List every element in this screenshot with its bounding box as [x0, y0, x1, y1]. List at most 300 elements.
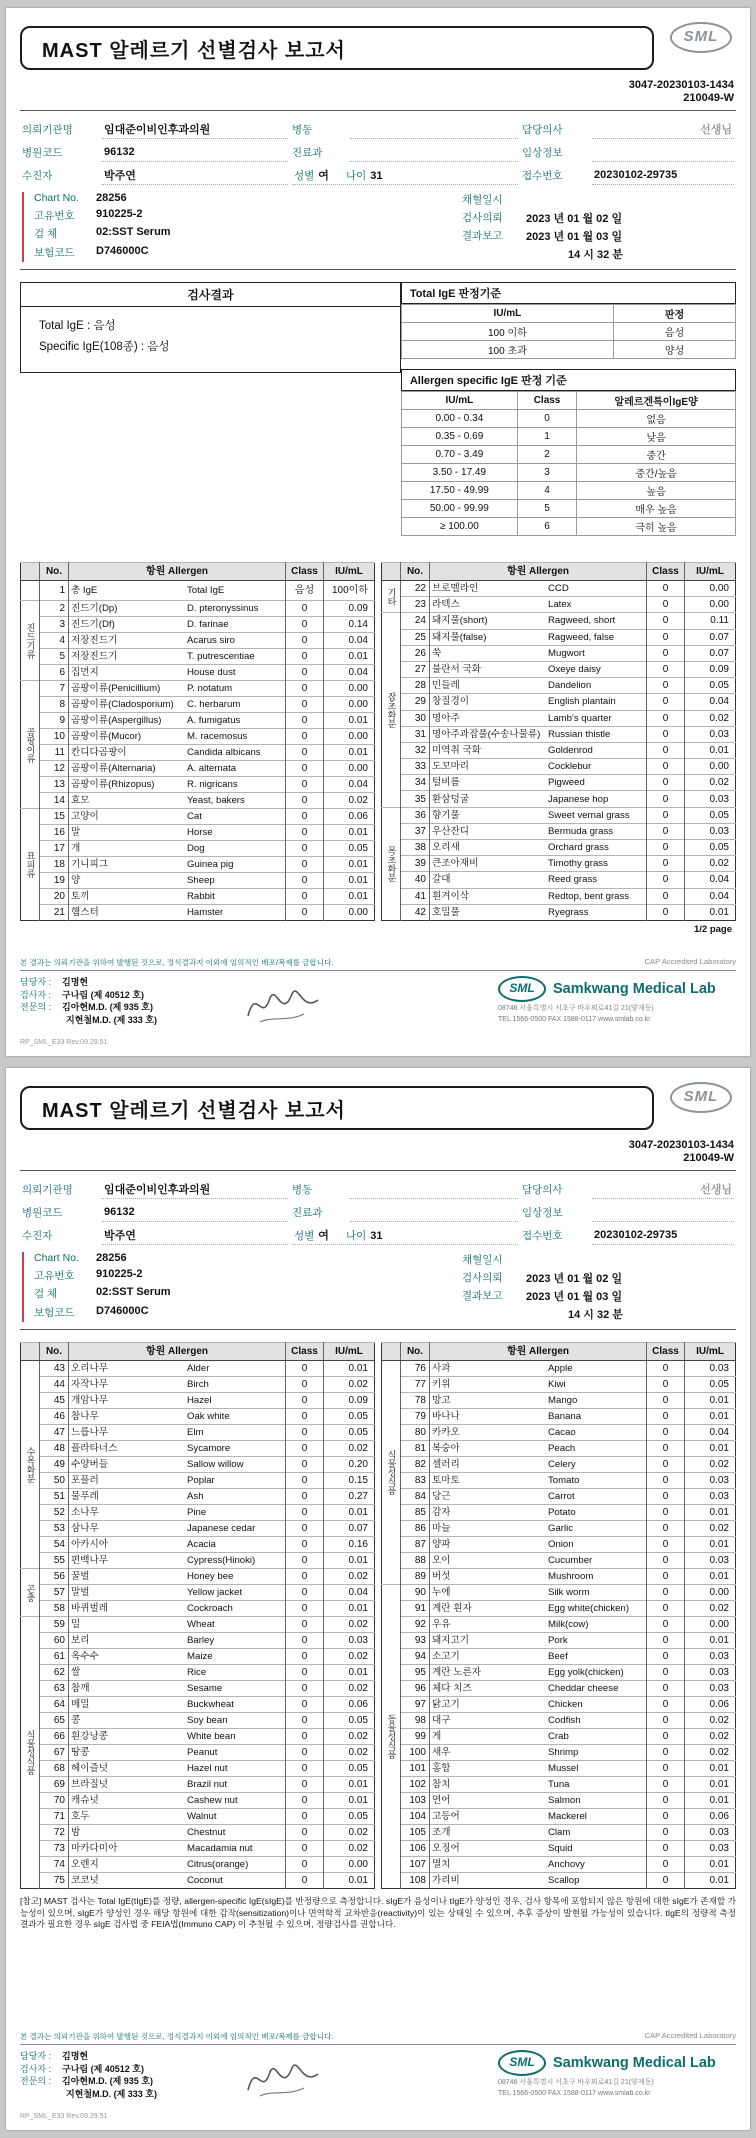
staff-name: 김명현: [62, 2051, 89, 2061]
cell-en: Beef: [546, 1649, 647, 1665]
cell-iu: 0.01: [685, 1761, 736, 1777]
allergen-row: [382, 645, 736, 661]
cell-iu: 0.06: [324, 1697, 375, 1713]
examiner-name: 구나림 (제 40512 호): [62, 989, 144, 1000]
examiner-label: 검사자 :: [20, 989, 52, 1000]
staff-name: 김명현: [62, 977, 89, 987]
cell-no: 35: [401, 791, 430, 807]
allergen-row: [382, 1409, 736, 1425]
cell-cls: 0: [286, 841, 324, 857]
cell-cls: 0: [647, 613, 685, 629]
allergen-row: [21, 1777, 375, 1793]
cell-iu: 0.00: [324, 761, 375, 777]
cell-ko: 감자: [430, 1505, 547, 1521]
cell-cls: 0: [286, 1793, 324, 1809]
cell-en: Celery: [546, 1457, 647, 1473]
cell-en: Banana: [546, 1409, 647, 1425]
hospital-code-label: 병원코드: [22, 147, 63, 159]
sml-logo-icon: SML: [670, 1082, 732, 1113]
cell-no: 29: [401, 694, 430, 710]
cell-ko: 느릅나무: [69, 1425, 186, 1441]
category-label: 동물성식품: [382, 1585, 401, 1889]
cell-en: Pine: [185, 1505, 286, 1521]
cell-en: Goldenrod: [546, 742, 647, 758]
clinic-label: 의뢰기관명: [22, 1184, 73, 1196]
allergen-row: [382, 1649, 736, 1665]
patient-name-value: 박주연: [102, 167, 288, 185]
cell-ko: 참나무: [69, 1409, 186, 1425]
cell-cls: 0: [286, 1457, 324, 1473]
cell-ko: 효모: [69, 793, 186, 809]
cell-en: A. fumigatus: [185, 713, 286, 729]
cell-en: Cacao: [546, 1425, 647, 1441]
cell-ko: 양파: [430, 1537, 547, 1553]
cell-no: 5: [40, 649, 69, 665]
cell-en: C. herbarum: [185, 697, 286, 713]
allergen-row: [382, 1873, 736, 1889]
cell-ko: 곰팡이류(Penicillium): [69, 681, 186, 697]
allergen-row: [21, 1393, 375, 1409]
signature-icon: [242, 2050, 328, 2104]
allergen-row: [382, 1585, 736, 1601]
ward-value: [350, 1183, 518, 1199]
cell-en: Milk(cow): [546, 1617, 647, 1633]
cell-ko: 곰팡이류(Aspergillus): [69, 713, 186, 729]
request-date-value: 2023 년 01 월 02 일: [526, 213, 623, 225]
cell-iu: 0.02: [685, 775, 736, 791]
age-value: 31: [370, 170, 383, 182]
cap-accreditation-text: CAP Accredited Laboratory: [644, 957, 736, 966]
chart-no-label: Chart No.: [34, 192, 79, 204]
cell-ko: 소고기: [430, 1649, 547, 1665]
category-label: 수목화분: [21, 1361, 40, 1569]
cell-cls: 0: [647, 1409, 685, 1425]
chart-info-block: [22, 192, 256, 262]
cell-cls: 0: [286, 777, 324, 793]
hospital-code-value: 96132: [102, 146, 288, 162]
column-header: IU/mL: [685, 1343, 736, 1361]
category-label: 식물성식품: [21, 1617, 40, 1889]
cell-no: 81: [401, 1441, 430, 1457]
allergen-row: [382, 742, 736, 758]
allergen-table-left: [20, 562, 375, 921]
cap-accreditation-text: CAP Accredited Laboratory: [644, 2031, 736, 2040]
cell-no: 64: [40, 1697, 69, 1713]
allergen-row: [382, 1473, 736, 1489]
cell-cls: 0: [286, 1649, 324, 1665]
lab-address-line1: 08746 서울특별시 서초구 바우뫼로41길 21(양재동): [498, 1005, 654, 1012]
cell-ko: 털비름: [430, 775, 547, 791]
cell-ko: 조개: [430, 1825, 547, 1841]
cell-iu: 0.05: [324, 1713, 375, 1729]
specimen-value: 02:SST Serum: [96, 1286, 171, 1298]
cell-cls: 0: [286, 857, 324, 873]
cell-no: 78: [401, 1393, 430, 1409]
column-header: Class: [647, 1343, 685, 1361]
reference-note: [참고] MAST 검사는 Total IgE(tIgE)를 정량, allergen-specific IgE(sIgE)를 반정량으로 측정합니다. sIgE가 음성이나 tIgE가 양성인 경우, 검사 항목에 포함되지 않은 항원에 대한 sIgE가 존재할 가능성이 있으며, sIgE가 양성인 경우 해당 항원에 대한 감작(sensitization)이나 면역학적 교차반응(reactivity)이 있는 상태일 수 있으며, 추후 증상이 발현될 가능성이 있습니다. tIgE의 정량적 측정 결과가 필요한 경우 sIgE 검사법 중 FEIA법(Immuno CAP) 이 추천될 수 있으며, 정량검사를 권합니다.: [20, 1896, 736, 1929]
cell-en: Wheat: [185, 1617, 286, 1633]
cell-iu: 0.01: [685, 742, 736, 758]
criteria-row: 0.00 - 0.34 0 없음: [401, 410, 735, 428]
doc-no-2: 210049-W: [683, 92, 734, 104]
form-number: RP_SML_E33 Rev.09.29.51: [20, 1039, 108, 1046]
cell-cls: 0: [286, 665, 324, 681]
cell-no: 54: [40, 1537, 69, 1553]
cell-en: Timothy grass: [546, 856, 647, 872]
allergen-table-left: [20, 1342, 375, 1889]
cell-no: 68: [40, 1761, 69, 1777]
allergen-row: [382, 1617, 736, 1633]
cell-en: Mango: [546, 1393, 647, 1409]
cell-cls: 0: [647, 1841, 685, 1857]
allergen-table-right: [381, 1342, 736, 1889]
lab-address-line1: 08746 서울특별시 서초구 바우뫼로41길 21(양재동): [498, 2079, 654, 2086]
cell-iu: 0.02: [324, 793, 375, 809]
cell-en: Potato: [546, 1505, 647, 1521]
cell-iu: 0.03: [685, 791, 736, 807]
cell-en: Peanut: [185, 1745, 286, 1761]
cell-iu: 0.03: [685, 1489, 736, 1505]
cell-iu: 0.16: [324, 1537, 375, 1553]
clinical-info-value: [592, 1206, 734, 1222]
cell-no: 95: [401, 1665, 430, 1681]
cell-iu: 0.07: [685, 645, 736, 661]
cell-cls: 0: [647, 1393, 685, 1409]
cell-en: Salmon: [546, 1793, 647, 1809]
column-header: No.: [401, 1343, 430, 1361]
sex-age-group: [292, 1227, 518, 1245]
cell-ko: 브라질넛: [69, 1777, 186, 1793]
cell-ko: 햄스터: [69, 905, 186, 921]
cell-cls: 0: [286, 1729, 324, 1745]
document-numbers: [20, 1139, 734, 1165]
cell-no: 67: [40, 1745, 69, 1761]
report-header: [20, 1086, 736, 1136]
cell-iu: 0.01: [324, 1665, 375, 1681]
cell-cls: 0: [647, 1377, 685, 1393]
allergen-row: [21, 633, 375, 649]
allergen-row: [21, 729, 375, 745]
cell-en: Latex: [546, 597, 647, 613]
chart-no-label: Chart No.: [34, 1252, 79, 1264]
sml-logo-icon: SML: [670, 22, 732, 53]
cell-no: 55: [40, 1553, 69, 1569]
cell-ko: 오리새: [430, 840, 547, 856]
cell-no: 74: [40, 1857, 69, 1873]
date-info-block: [462, 192, 734, 262]
sex-value: 여: [318, 1230, 329, 1242]
cell-iu: 0.11: [685, 613, 736, 629]
table-header-row: [21, 1343, 375, 1361]
cell-iu: 0.00: [324, 729, 375, 745]
cell-no: 73: [40, 1841, 69, 1857]
cell-cls: 0: [286, 1681, 324, 1697]
allergen-row: [21, 581, 375, 601]
cell-en: Cheddar cheese: [546, 1681, 647, 1697]
unique-no-label: 고유번호: [34, 1269, 75, 1282]
result-usage-notice: 본 결과는 의뢰기관을 위하여 발행된 것으로, 정식결과지 이외에 임의적인 배포/복제를 금합니다.: [20, 958, 334, 967]
cell-ko: 플라타너스: [69, 1441, 186, 1457]
cell-ko: 흰겨이삭: [430, 888, 547, 904]
cell-cls: 0: [286, 1617, 324, 1633]
cell-ko: 돼지풀(short): [430, 613, 547, 629]
cell-cls: 0: [647, 1745, 685, 1761]
cell-en: Apple: [546, 1361, 647, 1377]
cell-ko: 저장진드기: [69, 633, 186, 649]
doc-no-1: 3047-20230103-1434: [628, 79, 734, 91]
column-header: No.: [40, 563, 69, 581]
cell-cls: 0: [286, 825, 324, 841]
cell-iu: 0.03: [324, 1633, 375, 1649]
lab-name: Samkwang Medical Lab: [553, 2055, 716, 2071]
allergen-row: [21, 1569, 375, 1585]
sex-label: 성별: [294, 1230, 315, 1242]
cell-en: Poplar: [185, 1473, 286, 1489]
cell-cls: 0: [286, 601, 324, 617]
cell-cls: 0: [286, 1665, 324, 1681]
unique-no-value: 910225-2: [96, 1267, 143, 1280]
cell-en: Cucumber: [546, 1553, 647, 1569]
cell-cls: 0: [647, 1505, 685, 1521]
request-date-value: 2023 년 01 월 02 일: [526, 1273, 623, 1285]
cell-cls: 0: [647, 807, 685, 823]
cell-cls: 0: [647, 1585, 685, 1601]
report-page-1: [6, 8, 750, 1056]
cell-ko: 포플러: [69, 1473, 186, 1489]
cell-en: A. alternata: [185, 761, 286, 777]
cell-no: 52: [40, 1505, 69, 1521]
cell-cls: 0: [647, 1441, 685, 1457]
allergen-row: [382, 1745, 736, 1761]
cell-iu: 0.20: [324, 1457, 375, 1473]
cell-cls: 0: [286, 793, 324, 809]
cell-cls: 0: [647, 694, 685, 710]
cell-ko: 카카오: [430, 1425, 547, 1441]
cell-cls: 0: [286, 1393, 324, 1409]
cell-no: 16: [40, 825, 69, 841]
cell-cls: 0: [286, 1441, 324, 1457]
cell-en: Anchovy: [546, 1857, 647, 1873]
cell-iu: 0.02: [685, 1457, 736, 1473]
allergen-row: [21, 1793, 375, 1809]
cell-no: 49: [40, 1457, 69, 1473]
cell-cls: 0: [286, 873, 324, 889]
cell-no: 11: [40, 745, 69, 761]
cell-cls: 0: [286, 1489, 324, 1505]
cell-ko: 아카시아: [69, 1537, 186, 1553]
allergen-row: [382, 1393, 736, 1409]
cell-cls: 0: [286, 1761, 324, 1777]
category-label: [21, 581, 40, 601]
cell-ko: 마카다미아: [69, 1841, 186, 1857]
specimen-value: 02:SST Serum: [96, 226, 171, 238]
signature-icon: [242, 976, 328, 1030]
cell-ko: 말벌: [69, 1585, 186, 1601]
sex-label: 성별: [294, 170, 315, 182]
cell-no: 94: [401, 1649, 430, 1665]
cell-iu: 0.01: [685, 1873, 736, 1889]
allergen-row: [21, 1857, 375, 1873]
cell-ko: 향기풀: [430, 807, 547, 823]
allergen-row: [382, 710, 736, 726]
cell-en: Guinea pig: [185, 857, 286, 873]
cell-cls: 0: [647, 1793, 685, 1809]
cell-cls: 0: [647, 581, 685, 597]
sml-footer-logo-icon: SML: [498, 976, 546, 1002]
cell-ko: 홍합: [430, 1761, 547, 1777]
category-label: 진드기류: [21, 601, 40, 681]
cell-en: Total IgE: [185, 581, 286, 601]
allergen-row: [21, 761, 375, 777]
cell-no: 79: [401, 1409, 430, 1425]
cell-no: 2: [40, 601, 69, 617]
result-summary-box: [20, 282, 401, 373]
allergen-row: [382, 613, 736, 629]
cell-ko: 개: [69, 841, 186, 857]
cell-en: Hazel: [185, 1393, 286, 1409]
criteria-row: 0.70 - 3.49 2 중간: [401, 446, 735, 464]
allergen-row: [21, 681, 375, 697]
cell-en: Cypress(Hinoki): [185, 1553, 286, 1569]
cell-iu: 0.02: [685, 1713, 736, 1729]
cell-en: Macadamia nut: [185, 1841, 286, 1857]
cell-ko: 복숭아: [430, 1441, 547, 1457]
cell-ko: 말: [69, 825, 186, 841]
allergen-row: [21, 857, 375, 873]
cell-no: 42: [401, 904, 430, 920]
cell-en: T. putrescentiae: [185, 649, 286, 665]
cell-no: 82: [401, 1457, 430, 1473]
cell-cls: 0: [647, 1857, 685, 1873]
allergen-row: [382, 1537, 736, 1553]
cell-no: 38: [401, 840, 430, 856]
allergen-row: [21, 825, 375, 841]
cell-no: 24: [401, 613, 430, 629]
age-label: 나이: [346, 1230, 367, 1242]
cell-en: Sweet vernal grass: [546, 807, 647, 823]
allergen-row: [382, 856, 736, 872]
cell-cls: 0: [647, 856, 685, 872]
criteria-row: 3.50 - 17.49 3 중간/높음: [401, 464, 735, 482]
cell-cls: 0: [647, 1729, 685, 1745]
cell-ko: 진드기(Df): [69, 617, 186, 633]
lab-address-line2: TEL 1566-0500 FAX 1588-0117 www.smlab.co.kr: [498, 2090, 651, 2097]
cell-no: 23: [401, 597, 430, 613]
allergen-table-right: [381, 562, 736, 921]
cell-cls: 0: [647, 1761, 685, 1777]
cell-no: 103: [401, 1793, 430, 1809]
lab-logo-block: [498, 976, 736, 1024]
request-date-label: 검사의뢰: [462, 1272, 503, 1284]
cell-cls: 0: [647, 1569, 685, 1585]
specialist-name-1: 김아현M.D. (제 935 호): [62, 2076, 153, 2086]
staff-label: 담당자 :: [20, 977, 52, 987]
cell-en: White bean: [185, 1729, 286, 1745]
cell-iu: 0.27: [324, 1489, 375, 1505]
cell-cls: 0: [286, 1777, 324, 1793]
cell-no: 98: [401, 1713, 430, 1729]
allergen-row: [21, 617, 375, 633]
cell-cls: 0: [286, 1521, 324, 1537]
age-label: 나이: [346, 170, 367, 182]
cell-ko: 양: [69, 873, 186, 889]
cell-iu: 0.02: [324, 1825, 375, 1841]
cell-no: 51: [40, 1489, 69, 1505]
cell-cls: 0: [647, 597, 685, 613]
allergen-row: [382, 759, 736, 775]
cell-ko: 불란서 국화: [430, 661, 547, 677]
cell-ko: 보리: [69, 1633, 186, 1649]
cell-no: 46: [40, 1409, 69, 1425]
ward-value: [350, 123, 518, 139]
criteria-row: 0.35 - 0.69 1 낮음: [401, 428, 735, 446]
patient-name-label: 수진자: [22, 1230, 53, 1242]
cell-iu: 0.05: [324, 1425, 375, 1441]
allergen-row: [21, 1553, 375, 1569]
allergen-row: [382, 1425, 736, 1441]
cell-en: Shrimp: [546, 1745, 647, 1761]
cell-cls: 0: [647, 759, 685, 775]
cell-en: Kiwi: [546, 1377, 647, 1393]
allergen-row: [21, 697, 375, 713]
table-header-row: [382, 1343, 736, 1361]
column-header: IU/mL: [685, 563, 736, 581]
report-date-value: 2023 년 01 월 03 일: [526, 231, 623, 243]
cell-iu: 0.01: [685, 1569, 736, 1585]
total-ige-criteria-title: Total IgE 판정기준: [401, 282, 736, 304]
specialist-name-1: 김아현M.D. (제 935 호): [62, 1002, 153, 1012]
cell-cls: 0: [286, 729, 324, 745]
cell-en: Silk worm: [546, 1585, 647, 1601]
cell-en: Ash: [185, 1489, 286, 1505]
table-header-row: [382, 563, 736, 581]
total-ige-result: Total IgE : 음성: [39, 320, 116, 332]
cell-no: 3: [40, 617, 69, 633]
cell-iu: 0.03: [685, 1361, 736, 1377]
allergen-row: [382, 904, 736, 920]
cell-ko: 오징어: [430, 1841, 547, 1857]
report-title: MAST 알레르기 선별검사 보고서: [42, 1099, 346, 1122]
cell-ko: 고양이: [69, 809, 186, 825]
specialist-name-2: 지현철M.D. (제 333 호): [66, 1014, 157, 1025]
staff-signatures: [20, 976, 157, 1026]
cell-en: Orchard grass: [546, 840, 647, 856]
cell-en: Birch: [185, 1377, 286, 1393]
cell-iu: 0.03: [685, 1473, 736, 1489]
cell-iu: 0.03: [685, 726, 736, 742]
dept-value: [350, 146, 518, 162]
cell-cls: 0: [647, 791, 685, 807]
total-ige-criteria-table: [401, 304, 736, 359]
cell-ko: 계란 노른자: [430, 1665, 547, 1681]
cell-no: 34: [401, 775, 430, 791]
cell-cls: 0: [286, 1601, 324, 1617]
allergen-row: [21, 1521, 375, 1537]
hospital-code-value: 96132: [102, 1206, 288, 1222]
cell-no: 26: [401, 645, 430, 661]
cell-cls: 0: [647, 678, 685, 694]
cell-no: 59: [40, 1617, 69, 1633]
cell-no: 53: [40, 1521, 69, 1537]
cell-iu: 0.04: [685, 694, 736, 710]
allergen-row: [382, 629, 736, 645]
allergen-row: [382, 840, 736, 856]
allergen-row: [382, 1665, 736, 1681]
cell-no: 48: [40, 1441, 69, 1457]
cell-iu: 0.05: [324, 841, 375, 857]
cell-no: 84: [401, 1489, 430, 1505]
category-label: 곤충: [21, 1569, 40, 1617]
